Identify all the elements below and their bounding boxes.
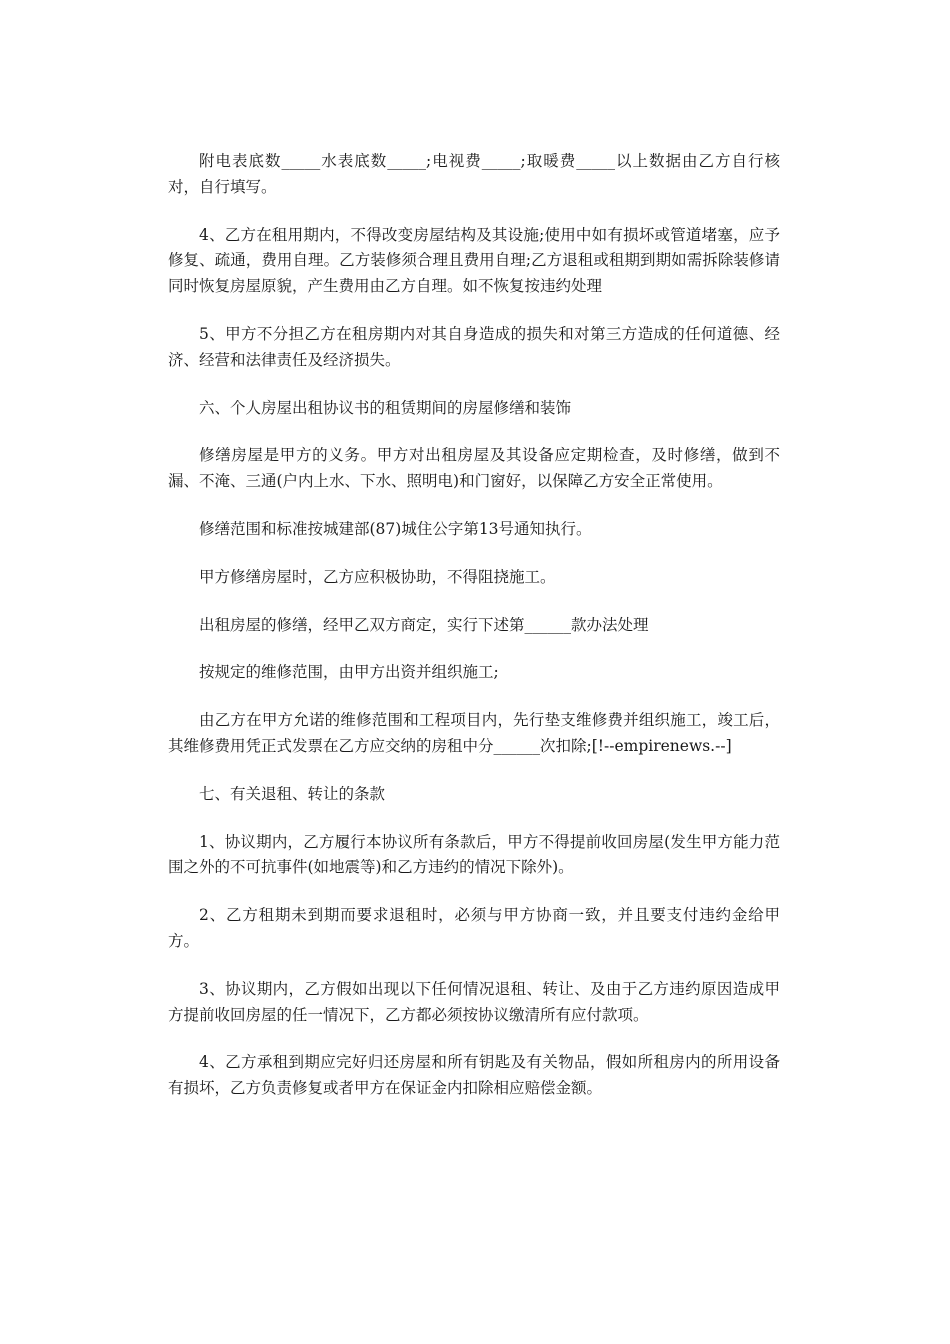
paragraph-clause-5-liability: 5、甲方不分担乙方在租房期内对其自身造成的损失和对第三方造成的任何道德、经济、经营和法律责任及经济损失。 [168,324,780,369]
paragraph-termination-1: 1、协议期内，乙方履行本协议所有条款后，甲方不得提前收回房屋(发生甲方能力范围之外的不可抗事件(如地震等)和乙方违约的情况下除外)。 [168,832,780,877]
paragraph-repair-option-2: 由乙方在甲方允诺的维修范围和工程项目内，先行垫支维修费并组织施工，竣工后，其维修费用凭正式发票在乙方应交纳的房租中分______次扣除;[!--empirenews.--] [168,711,780,755]
paragraph-termination-3: 3、协议期内，乙方假如出现以下任何情况退租、转让、及由于乙方违约原因造成甲方提前收回房屋的任一情况下，乙方都必须按协议缴清所有应付款项。 [168,979,780,1024]
paragraph-repair-option-1: 按规定的维修范围，由甲方出资并组织施工; [199,663,499,682]
section-heading-7: 七、有关退租、转让的条款 [199,784,386,803]
document-body [168,149,780,1124]
paragraph-repair-method: 出租房屋的修缮，经甲乙双方商定，实行下述第______款办法处理 [199,615,649,634]
paragraph-repair-scope: 修缮范围和标准按城建部(87)城住公字第13号通知执行。 [199,519,592,538]
paragraph-clause-4-structure: 4、乙方在租用期内，不得改变房屋结构及其设施;使用中如有损坏或管道堵塞，应予修复、疏通，费用自理。乙方装修须合理且费用自理;乙方退租或租期到期如需拆除装修请同时恢复房屋原貌，产生费用由乙方自理。如不恢复按违约处理 [168,225,780,296]
section-heading-6: 六、个人房屋出租协议书的租赁期间的房屋修缮和装饰 [199,398,572,417]
paragraph-termination-2: 2、乙方租期未到期而要求退租时，必须与甲方协商一致，并且要支付违约金给甲方。 [168,906,780,950]
paragraph-meter-readings: 附电表底数_____水表底数_____;电视费_____;取暖费_____以上数据由乙方自行核对，自行填写。 [168,152,780,196]
paragraph-repair-cooperation: 甲方修缮房屋时，乙方应积极协助，不得阻挠施工。 [199,567,556,586]
paragraph-termination-4: 4、乙方承租到期应完好归还房屋和所有钥匙及有关物品，假如所租房内的所用设备有损坏，乙方负责修复或者甲方在保证金内扣除相应赔偿金额。 [168,1053,780,1098]
paragraph-repair-duty: 修缮房屋是甲方的义务。甲方对出租房屋及其设备应定期检查，及时修缮，做到不漏、不淹、三通(户内上水、下水、照明电)和门窗好，以保障乙方安全正常使用。 [168,446,780,491]
